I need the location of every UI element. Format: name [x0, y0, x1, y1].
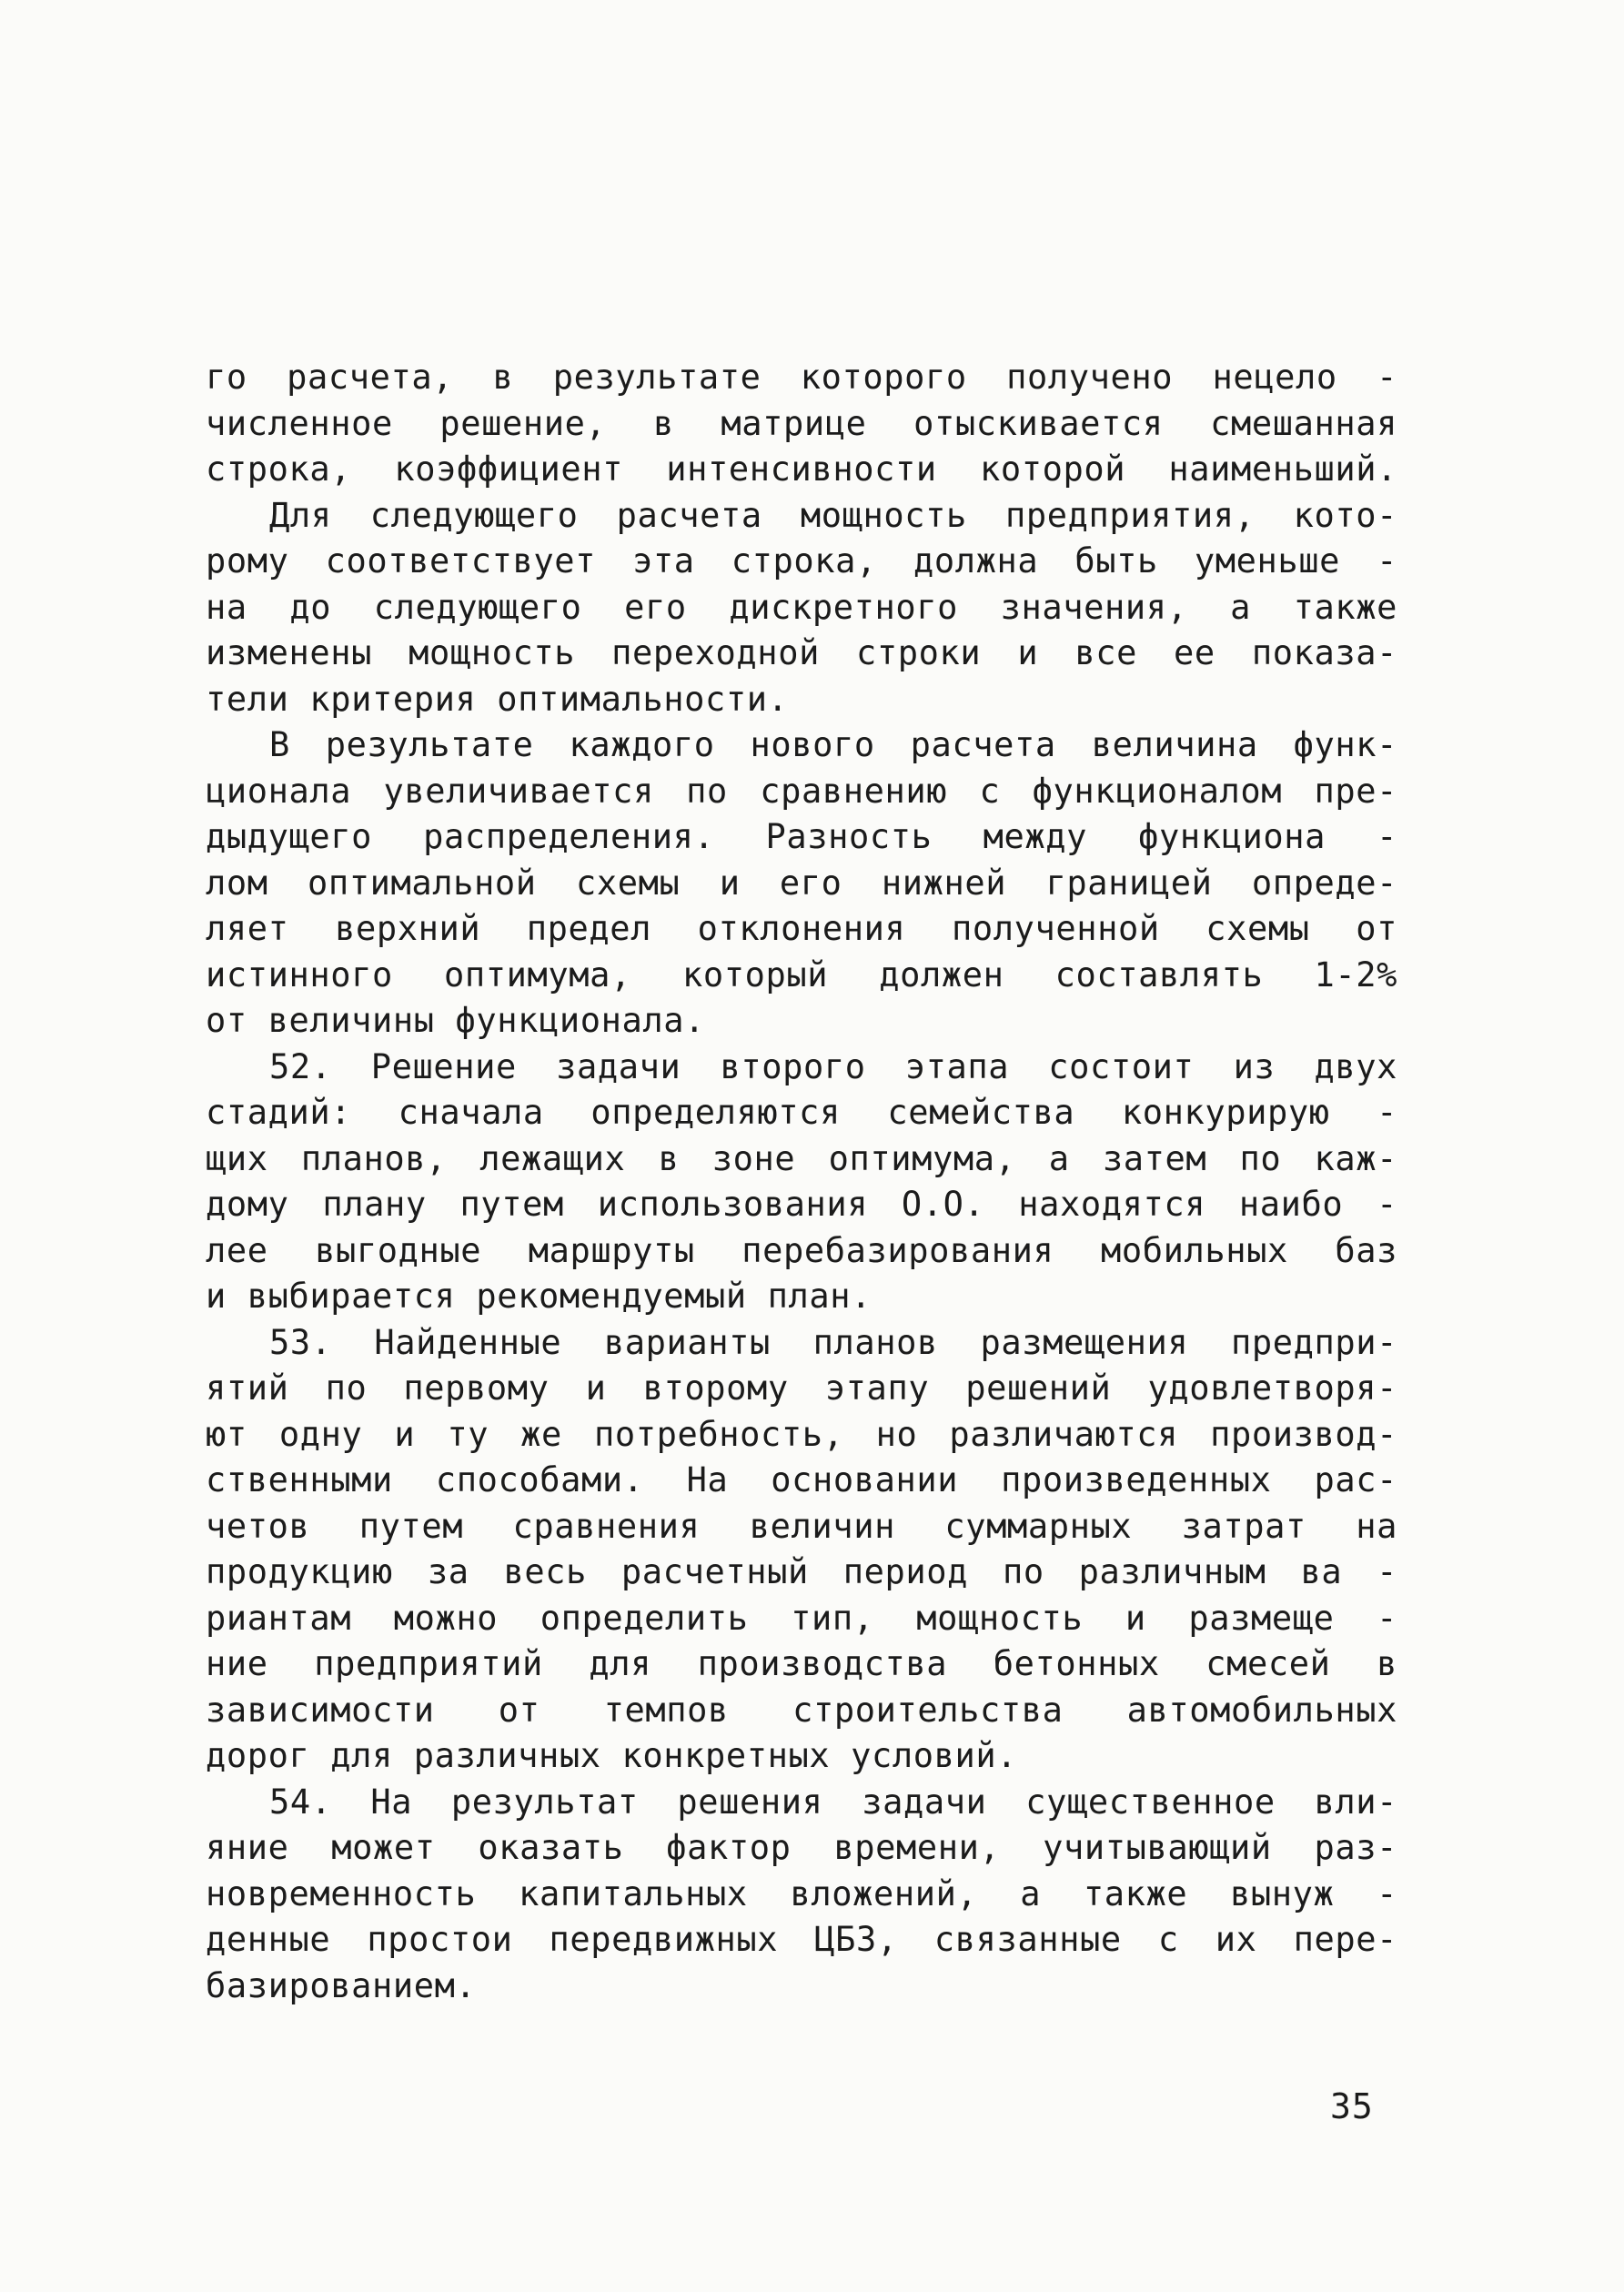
- text-line: ятий по первому и второму этапу решений удовлетворя-: [206, 1368, 1397, 1408]
- text-line: го расчета, в результате которого получено нецело -: [206, 358, 1397, 397]
- text-line: и выбирается рекомендуемый план.: [206, 1277, 873, 1316]
- paragraph-start-line: 53. Найденные варианты планов размещения предпри-: [269, 1322, 1397, 1362]
- text-line: зависимости от темпов строительства автомобильных: [206, 1690, 1397, 1730]
- text-line: денные простои передвижных ЦБЗ, связанные с их пере-: [206, 1920, 1397, 1959]
- text-line: базированием.: [206, 1965, 477, 2005]
- text-line: тели критерия оптимальности.: [206, 679, 789, 719]
- text-line: дому плану путем использования О.О. находятся наибо -: [206, 1185, 1397, 1224]
- page-number: 35: [1330, 2086, 1374, 2126]
- text-line: лее выгодные маршруты перебазирования мобильных баз: [206, 1230, 1397, 1270]
- text-line: изменены мощность переходной строки и все ее показа-: [206, 633, 1397, 672]
- text-line: ние предприятий для производства бетонных смесей в: [206, 1644, 1397, 1683]
- text-line: на до следующего его дискретного значения, а также: [206, 587, 1397, 627]
- paragraph-start-line: 54. На результат решения задачи существенное вли-: [269, 1782, 1397, 1822]
- text-line: продукцию за весь расчетный период по различным ва -: [206, 1552, 1397, 1591]
- text-line: риантам можно определить тип, мощность и размеще -: [206, 1598, 1397, 1638]
- body-text: [206, 355, 1397, 2009]
- text-line: истинного оптимума, который должен составлять 1-2%: [206, 954, 1397, 995]
- text-line: ционала увеличивается по сравнению с функционалом пре-: [206, 771, 1397, 811]
- text-line: щих планов, лежащих в зоне оптимума, а затем по каж-: [206, 1138, 1397, 1178]
- paragraph-start-line: 52. Решение задачи второго этапа состоит из двух: [269, 1046, 1397, 1086]
- text-line: четов путем сравнения величин суммарных затрат на: [206, 1506, 1397, 1546]
- text-line: яние может оказать фактор времени, учитывающий раз-: [206, 1828, 1397, 1867]
- paragraph-start-line: Для следующего расчета мощность предприятия, кото-: [269, 495, 1397, 535]
- text-line: от величины функционала.: [206, 1001, 706, 1040]
- text-line: новременность капитальных вложений, а также вынуж -: [206, 1873, 1397, 1913]
- text-line: дорог для различных конкретных условий.: [206, 1736, 1018, 1775]
- text-line: ственными способами. На основании произведенных рас-: [206, 1460, 1397, 1499]
- paragraph-start-line: В результате каждого нового расчета величина функ-: [269, 725, 1397, 764]
- text-line: дыдущего распределения. Разность между функциона -: [206, 817, 1397, 856]
- text-line: стадий: сначала определяются семейства конкурирую -: [206, 1093, 1397, 1132]
- text-line: лом оптимальной схемы и его нижней границей опреде-: [206, 863, 1397, 903]
- text-line: рому соответствует эта строка, должна быть уменьше -: [206, 541, 1397, 581]
- text-line: ют одну и ту же потребность, но различаются производ-: [206, 1414, 1397, 1454]
- text-line: строка, коэффициент интенсивности которой наименьший.: [206, 449, 1397, 489]
- text-line: ляет верхний предел отклонения полученной схемы от: [206, 909, 1397, 948]
- text-line: численное решение, в матрице отыскивается смешанная: [206, 403, 1397, 443]
